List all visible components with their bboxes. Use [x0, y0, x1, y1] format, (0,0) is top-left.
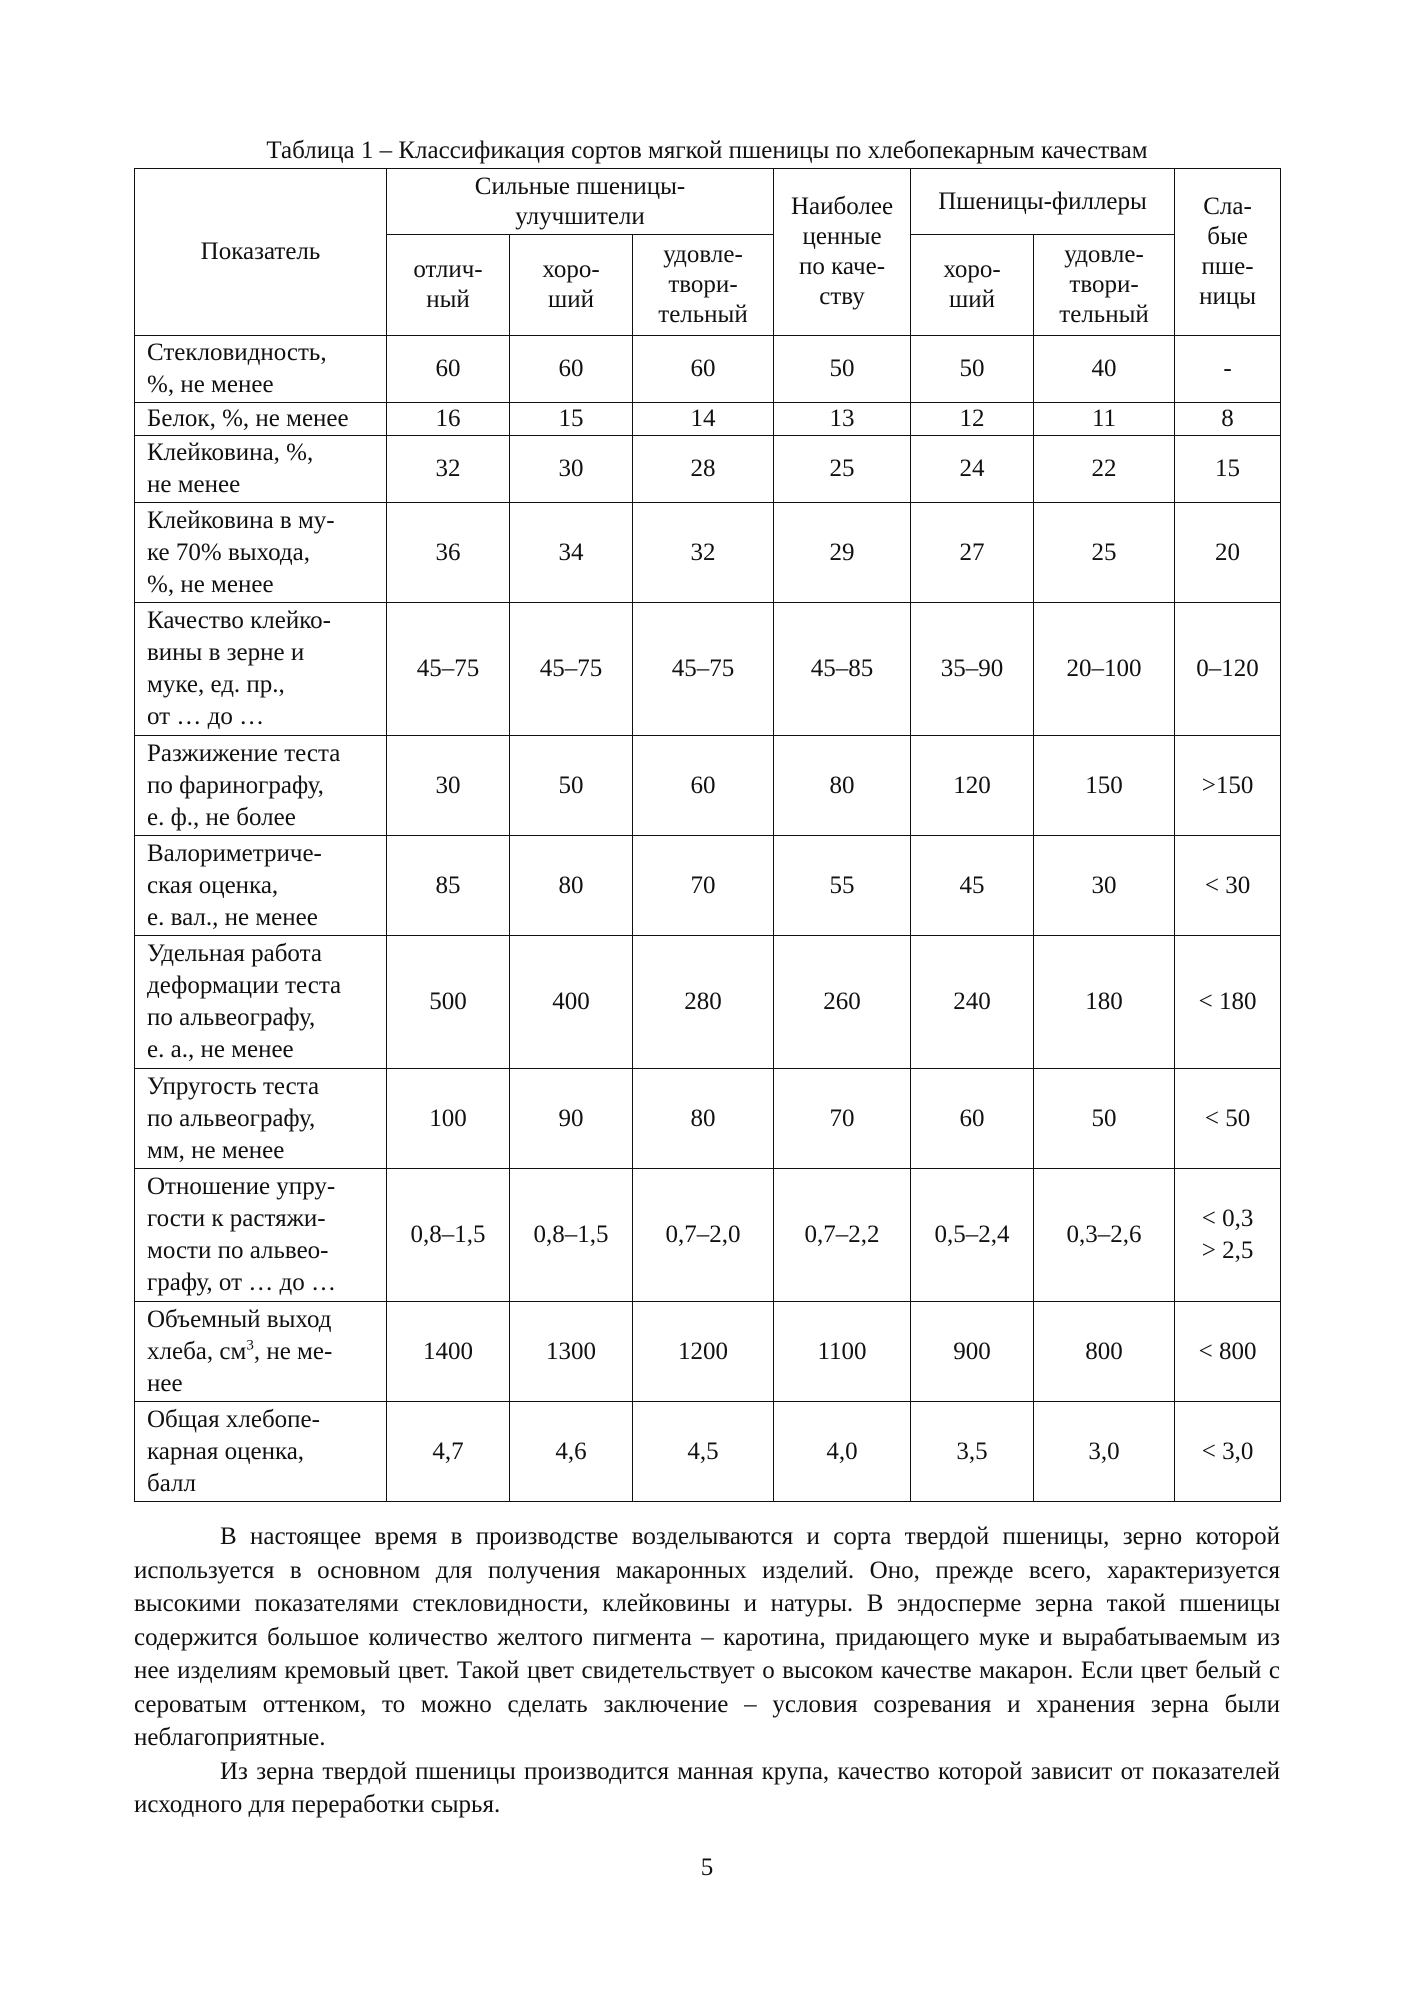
page-number: 5: [700, 1854, 714, 1881]
row-label: Белок, %, не менее: [135, 403, 387, 436]
table-row: [135, 1302, 1281, 1402]
table-cell: 800: [1034, 1302, 1175, 1402]
table-cell: 45–75: [633, 603, 774, 736]
row-label: Упругость теста по альвеографу, мм, не менее: [135, 1069, 387, 1169]
table-cell: 500: [387, 936, 510, 1069]
table-cell: 16: [387, 403, 510, 436]
table-cell: < 3,0: [1175, 1402, 1281, 1502]
table-cell: 80: [633, 1069, 774, 1169]
row-label: Общая хлебопе- карная оценка, балл: [135, 1402, 387, 1502]
table-cell: 3,0: [1034, 1402, 1175, 1502]
table-cell: 29: [774, 503, 911, 603]
table-cell: 100: [387, 1069, 510, 1169]
table-cell: 30: [1034, 836, 1175, 936]
table-cell: 240: [911, 936, 1034, 1069]
table-cell: 30: [387, 736, 510, 836]
table-caption: Таблица 1 – Классификация сортов мягкой пшеницы по хлебопекарным качествам: [266, 137, 1148, 164]
row-label: Стекловидность, %, не менее: [135, 336, 387, 403]
table-cell: 45–85: [774, 603, 911, 736]
table-cell: 40: [1034, 336, 1175, 403]
wheat-classification-table: [134, 168, 1281, 1502]
table-cell: 150: [1034, 736, 1175, 836]
table-cell: 60: [911, 1069, 1034, 1169]
table-cell: 60: [387, 336, 510, 403]
table-cell: < 50: [1175, 1069, 1281, 1169]
table-cell: 27: [911, 503, 1034, 603]
table-cell: 60: [633, 736, 774, 836]
table-row: [135, 736, 1281, 836]
table-cell: 50: [911, 336, 1034, 403]
table-cell: 45–75: [510, 603, 633, 736]
table-row: [135, 403, 1281, 436]
row-label: Разжижение теста по фаринографу, е. ф., не более: [135, 736, 387, 836]
table-cell: 400: [510, 936, 633, 1069]
table-cell: 36: [387, 503, 510, 603]
table-cell: 4,0: [774, 1402, 911, 1502]
table-cell: 60: [633, 336, 774, 403]
table-cell: 80: [510, 836, 633, 936]
table-cell: 15: [510, 403, 633, 436]
table-cell: < 180: [1175, 936, 1281, 1069]
table-cell: 85: [387, 836, 510, 936]
table-cell: 32: [387, 436, 510, 503]
table-cell: < 30: [1175, 836, 1281, 936]
table-cell: 0,8–1,5: [387, 1169, 510, 1302]
table-cell: 4,7: [387, 1402, 510, 1502]
table-cell: 24: [911, 436, 1034, 503]
table-cell: 1200: [633, 1302, 774, 1402]
table-cell: 260: [774, 936, 911, 1069]
header-most-valuable: Наиболее ценные по каче- ству: [774, 169, 911, 336]
table-cell: 50: [774, 336, 911, 403]
header-excellent: отлич- ный: [387, 235, 510, 336]
header-strong-wheat: Сильные пшеницы- улучшители: [387, 169, 774, 235]
table-cell: >150: [1175, 736, 1281, 836]
table-cell: 0,7–2,2: [774, 1169, 911, 1302]
table-cell: 4,5: [633, 1402, 774, 1502]
table-cell: 25: [1034, 503, 1175, 603]
table-cell: 0,3–2,6: [1034, 1169, 1175, 1302]
table-cell: 35–90: [911, 603, 1034, 736]
table-row: [135, 603, 1281, 736]
header-filler-wheat: Пшеницы-филлеры: [911, 169, 1175, 235]
row-label: Отношение упру- гости к растяжи- мости по альвео- графу, от … до …: [135, 1169, 387, 1302]
table-cell: 120: [911, 736, 1034, 836]
table-row: [135, 1069, 1281, 1169]
header-indicator: Показатель: [135, 169, 387, 336]
table-cell: 32: [633, 503, 774, 603]
table-cell: -: [1175, 336, 1281, 403]
table-cell: 50: [1034, 1069, 1175, 1169]
row-label: Удельная работа деформации теста по альвеографу, е. а., не менее: [135, 936, 387, 1069]
row-label: Объемный выход хлеба, $см^3$, не ме- нее: [135, 1302, 387, 1402]
table-cell: 12: [911, 403, 1034, 436]
table-row: [135, 836, 1281, 936]
table-cell: < 0,3 > 2,5: [1175, 1169, 1281, 1302]
row-label: Качество клейко- вины в зерне и муке, ед. пр., от … до …: [135, 603, 387, 736]
header-weak-wheat: Сла- бые пше- ницы: [1175, 169, 1281, 336]
table-cell: 25: [774, 436, 911, 503]
row-label: Клейковина в му- ке 70% выхода, %, не менее: [135, 503, 387, 603]
table-cell: 3,5: [911, 1402, 1034, 1502]
table-row: [135, 1169, 1281, 1302]
header-good: хоро- ший: [510, 235, 633, 336]
table-cell: 1400: [387, 1302, 510, 1402]
table-cell: 34: [510, 503, 633, 603]
table-cell: 0,5–2,4: [911, 1169, 1034, 1302]
table-cell: 70: [774, 1069, 911, 1169]
table-cell: 60: [510, 336, 633, 403]
table-cell: 0,8–1,5: [510, 1169, 633, 1302]
table-cell: 1300: [510, 1302, 633, 1402]
table-cell: < 800: [1175, 1302, 1281, 1402]
table-cell: 30: [510, 436, 633, 503]
table-cell: 0–120: [1175, 603, 1281, 736]
table-row: [135, 503, 1281, 603]
table-cell: 11: [1034, 403, 1175, 436]
table-cell: 45–75: [387, 603, 510, 736]
table-cell: 1100: [774, 1302, 911, 1402]
table-cell: 90: [510, 1069, 633, 1169]
table-cell: 20–100: [1034, 603, 1175, 736]
row-label: Валориметриче- ская оценка, е. вал., не менее: [135, 836, 387, 936]
table-cell: 70: [633, 836, 774, 936]
header-satisfactory: удовле- твори- тельный: [633, 235, 774, 336]
table-cell: 8: [1175, 403, 1281, 436]
paragraph: Из зерна твердой пшеницы производится манная крупа, качество которой зависит от показателей исходного для переработки сырья.: [134, 1757, 1280, 1818]
table-cell: 80: [774, 736, 911, 836]
table-cell: 50: [510, 736, 633, 836]
table-cell: 0,7–2,0: [633, 1169, 774, 1302]
table-row: [135, 1402, 1281, 1502]
table-cell: 15: [1175, 436, 1281, 503]
table-cell: 14: [633, 403, 774, 436]
header-filler-good: хоро- ший: [911, 235, 1034, 336]
table-row: [135, 936, 1281, 1069]
table-cell: 55: [774, 836, 911, 936]
table-row: [135, 336, 1281, 403]
paragraph: В настоящее время в производстве возделываются и сорта твердой пшеницы, зерно которой используется в основном для получения макаронных изделий. Оно, прежде всего, характеризуется высокими показателями стекловидности, клейковины и натуры. В эндосперме зерна такой пшеницы содержится большое количество желтого пигмента – каротина, придающего муке и вырабатываемым из нее изделиям кремовый цвет. Такой цвет свидетельствует о высоком качестве макарон. Если цвет белый с сероватым оттенком, то можно сделать заключение – условия созревания и хранения зерна были неблагоприятные.: [134, 1523, 1280, 1751]
table-cell: 20: [1175, 503, 1281, 603]
table-cell: 28: [633, 436, 774, 503]
table-cell: 900: [911, 1302, 1034, 1402]
table-row: [135, 436, 1281, 503]
table-cell: 280: [633, 936, 774, 1069]
header-filler-satisfactory: удовле- твори- тельный: [1034, 235, 1175, 336]
table-cell: 22: [1034, 436, 1175, 503]
table-cell: 13: [774, 403, 911, 436]
table-cell: 4,6: [510, 1402, 633, 1502]
row-label: Клейковина, %, не менее: [135, 436, 387, 503]
table-cell: 180: [1034, 936, 1175, 1069]
table-cell: 45: [911, 836, 1034, 936]
body-text: [134, 1520, 1280, 1822]
